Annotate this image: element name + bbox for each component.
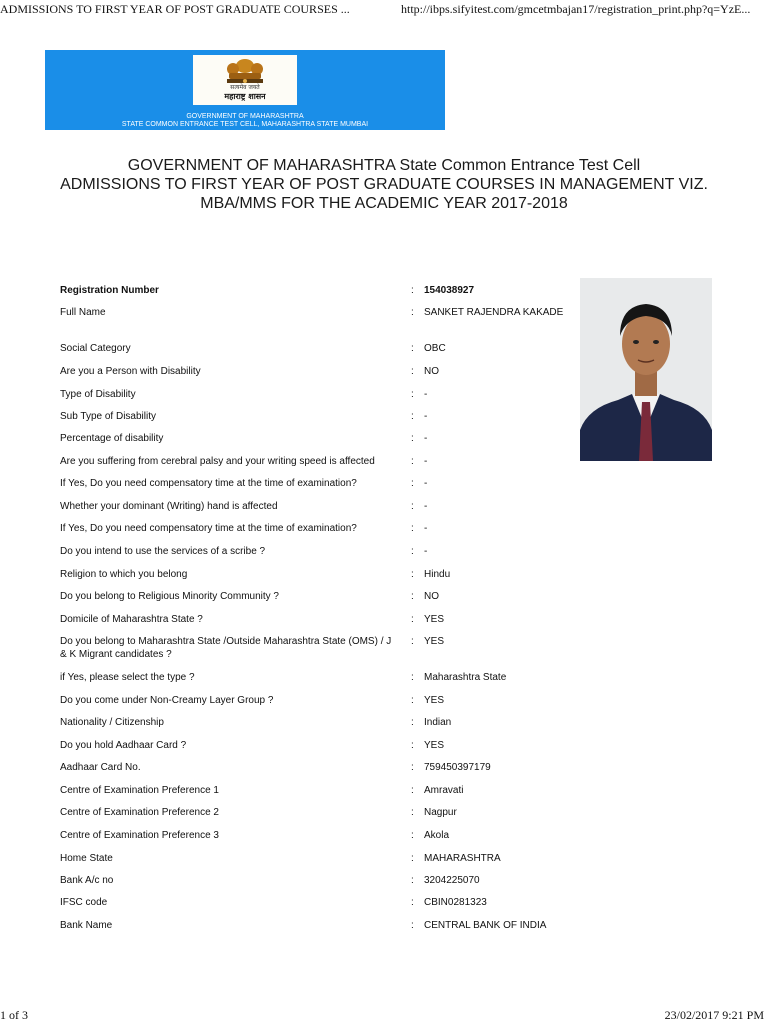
emblem-caption: महाराष्ट्र शासन (224, 92, 266, 101)
field-value: YES (424, 614, 445, 625)
field-separator: : (411, 740, 414, 751)
field-separator: : (411, 433, 414, 444)
print-header-title: ADMISSIONS TO FIRST YEAR OF POST GRADUATE COURSES ... (0, 2, 350, 16)
field-label: Type of Disability (60, 389, 136, 400)
field-separator: : (411, 389, 414, 400)
field-separator: : (411, 501, 414, 512)
field-label: Sub Type of Disability (60, 411, 156, 422)
field-value: 759450397179 (424, 762, 491, 773)
field-label: Home State (60, 853, 113, 864)
field-label: Registration Number (60, 285, 159, 296)
field-separator: : (411, 456, 414, 467)
field-separator: : (411, 762, 414, 773)
field-label: Percentage of disability (60, 433, 164, 444)
field-separator: : (411, 830, 414, 841)
heading-line-1: GOVERNMENT OF MAHARASHTRA State Common Entrance Test Cell (127, 157, 641, 174)
field-value: - (424, 456, 428, 467)
field-value: - (424, 546, 428, 557)
field-value: 154038927 (424, 285, 475, 296)
field-separator: : (411, 343, 414, 354)
field-value: - (424, 433, 428, 444)
field-label: Domicile of Maharashtra State ? (60, 614, 203, 625)
field-separator: : (411, 853, 414, 864)
field-value: CENTRAL BANK OF INDIA (424, 920, 547, 931)
field-label: Whether your dominant (Writing) hand is affected (60, 501, 278, 512)
field-label: If Yes, Do you need compensatory time at the time of examination? (60, 478, 357, 489)
field-value: OBC (424, 343, 446, 354)
field-label: Full Name (60, 307, 106, 318)
field-separator: : (411, 478, 414, 489)
field-separator: : (411, 875, 414, 886)
field-label: Do you belong to Maharashtra State /Outside Maharashtra State (OMS) / J & K Migrant candidates ? (60, 636, 392, 660)
field-separator: : (411, 785, 414, 796)
field-label: Do you belong to Religious Minority Community ? (60, 591, 279, 602)
candidate-photo (580, 278, 712, 461)
field-value: - (424, 389, 428, 400)
field-label: Nationality / Citizenship (60, 717, 164, 728)
field-separator: : (411, 614, 414, 625)
field-label: Religion to which you belong (60, 569, 188, 580)
field-value: SANKET RAJENDRA KAKADE (424, 307, 564, 318)
field-separator: : (411, 807, 414, 818)
field-value: NO (424, 366, 439, 377)
field-value: 3204225070 (424, 875, 480, 886)
field-label: Do you intend to use the services of a scribe ? (60, 546, 266, 557)
field-separator: : (411, 523, 414, 534)
print-header-url[interactable]: http://ibps.sifyitest.com/gmcetmbajan17/registration_print.php?q=YzE... (401, 2, 751, 16)
field-separator: : (411, 285, 414, 296)
field-separator: : (411, 366, 414, 377)
field-value: Hindu (424, 569, 451, 580)
field-separator: : (411, 569, 414, 580)
header-banner (45, 50, 445, 130)
print-datetime: 23/02/2017 9:21 PM (664, 1008, 764, 1022)
field-separator: : (411, 307, 414, 318)
emblem-motto: सत्यमेव जयते (230, 84, 260, 91)
field-value: - (424, 478, 428, 489)
page-heading (0, 156, 768, 213)
field-label: Do you hold Aadhaar Card ? (60, 740, 187, 751)
field-separator: : (411, 717, 414, 728)
field-label: Centre of Examination Preference 3 (60, 830, 219, 841)
field-separator: : (411, 695, 414, 706)
field-label: Social Category (60, 343, 131, 354)
field-value: - (424, 501, 428, 512)
field-separator: : (411, 411, 414, 422)
field-value: YES (424, 695, 445, 706)
field-label: Bank A/c no (60, 875, 114, 886)
field-separator: : (411, 920, 414, 931)
banner-line-1: GOVERNMENT OF MAHARASHTRA (186, 113, 304, 120)
field-label: Are you a Person with Disability (60, 366, 201, 377)
field-separator: : (411, 636, 414, 647)
field-separator: : (411, 546, 414, 557)
field-label: Aadhaar Card No. (60, 762, 141, 773)
field-separator: : (411, 672, 414, 683)
page-number: 1 of 3 (0, 1008, 28, 1022)
field-separator: : (411, 591, 414, 602)
heading-line-3: MBA/MMS FOR THE ACADEMIC YEAR 2017-2018 (200, 195, 568, 212)
field-value: Nagpur (424, 807, 457, 818)
banner-line-2: STATE COMMON ENTRANCE TEST CELL, MAHARASHTRA STATE MUMBAI (121, 121, 369, 128)
candidate-portrait (580, 278, 712, 461)
field-value: - (424, 411, 428, 422)
print-header (0, 0, 768, 20)
field-value: YES (424, 636, 445, 647)
field-label: Do you come under Non-Creamy Layer Group ? (60, 695, 274, 706)
field-label: if Yes, please select the type ? (60, 672, 195, 683)
field-value: NO (424, 591, 439, 602)
field-label: IFSC code (60, 897, 108, 908)
field-label: Centre of Examination Preference 2 (60, 807, 219, 818)
field-label: If Yes, Do you need compensatory time at the time of examination? (60, 523, 357, 534)
field-value: Indian (424, 717, 452, 728)
print-footer (0, 1008, 768, 1024)
state-emblem (193, 55, 297, 105)
field-value: - (424, 523, 428, 534)
heading-line-2: ADMISSIONS TO FIRST YEAR OF POST GRADUATE COURSES IN MANAGEMENT VIZ. (60, 176, 708, 193)
field-value: Akola (424, 830, 450, 841)
field-label: Centre of Examination Preference 1 (60, 785, 219, 796)
field-label: Bank Name (60, 920, 113, 931)
field-value: Maharashtra State (424, 672, 507, 683)
field-separator: : (411, 897, 414, 908)
field-value: YES (424, 740, 445, 751)
field-value: Amravati (424, 785, 464, 796)
field-label: Are you suffering from cerebral palsy and your writing speed is affected (60, 456, 375, 467)
field-value: MAHARASHTRA (424, 853, 501, 864)
field-value: CBIN0281323 (424, 897, 487, 908)
